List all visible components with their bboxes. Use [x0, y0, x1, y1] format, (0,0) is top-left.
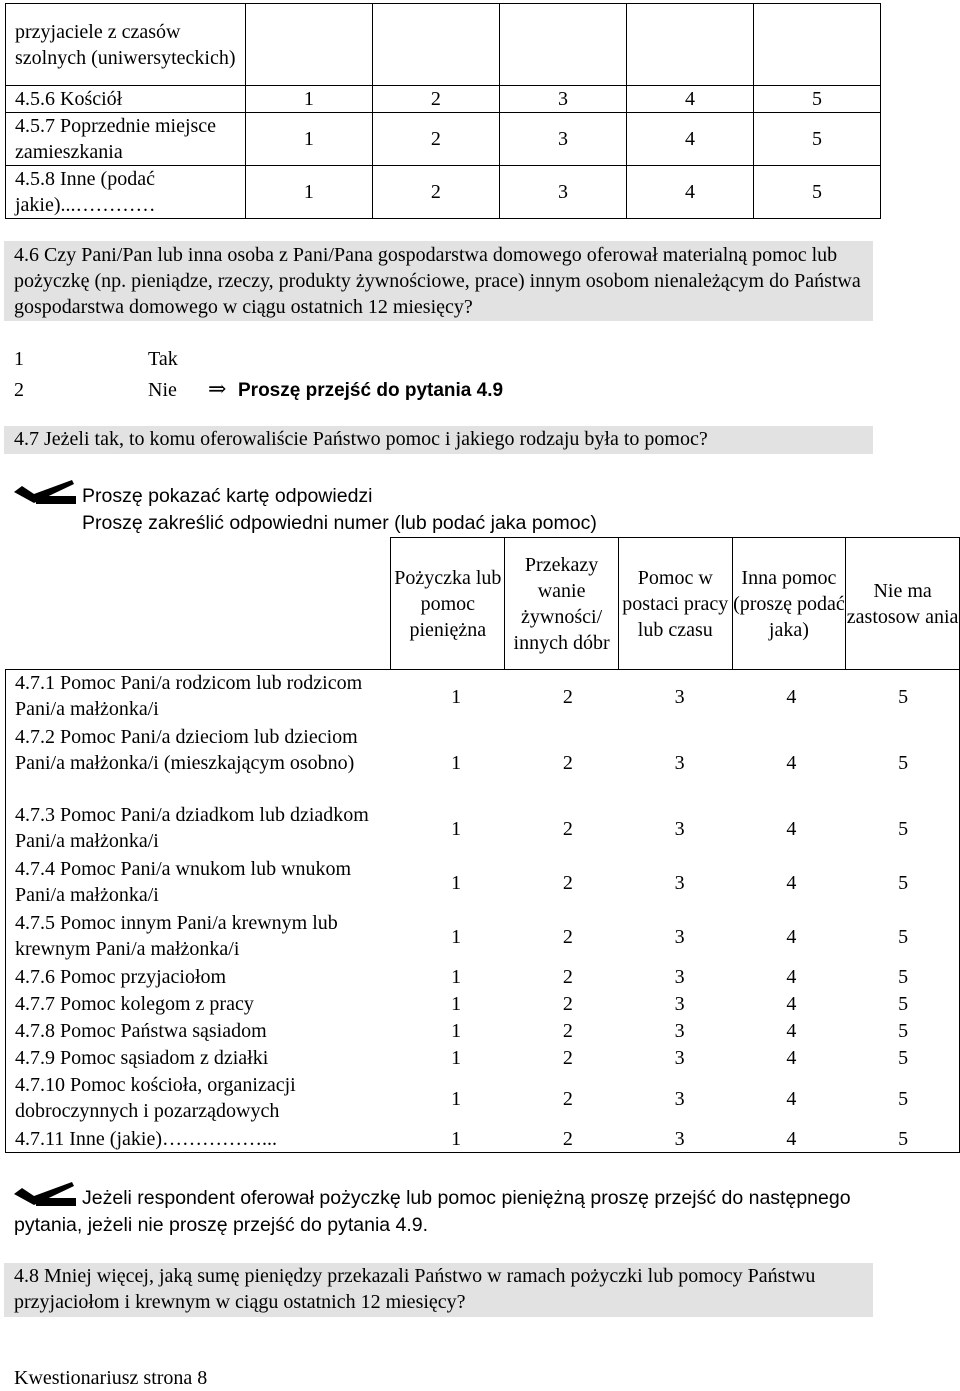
answer-number[interactable]: 3 — [674, 1047, 685, 1069]
double-arrow-right-icon: ⇒ — [208, 376, 227, 401]
answer-number[interactable]: 5 — [753, 113, 880, 166]
answer-number[interactable]: 2 — [512, 1126, 624, 1153]
checkmark-icon — [14, 480, 76, 511]
option-label: Tak — [148, 348, 178, 370]
row-label: 4.7.8 Pomoc Państwa sąsiadom — [6, 1018, 401, 1045]
answer-number[interactable]: 1 — [451, 966, 462, 988]
answer-number[interactable]: 2 — [562, 751, 573, 774]
answer-number[interactable]: 1 — [451, 1087, 462, 1110]
answer-number[interactable]: 2 — [562, 993, 573, 1015]
answer-number[interactable]: 5 — [847, 856, 959, 910]
answer-number[interactable]: 1 — [451, 993, 462, 1015]
answer-number[interactable]: 5 — [847, 910, 959, 964]
answer-number[interactable]: 2 — [562, 817, 573, 840]
column-header: Pożyczka lub pomoc pieniężna — [391, 538, 505, 670]
answer-number[interactable]: 2 — [372, 166, 499, 219]
answer-cell[interactable] — [499, 4, 626, 86]
answer-number[interactable]: 3 — [674, 966, 685, 988]
row-label: 4.7.10 Pomoc kościoła, organizacji dobroczynnych i pozarządowych — [6, 1072, 401, 1126]
answer-number[interactable]: 3 — [674, 925, 685, 948]
answer-number[interactable]: 2 — [372, 86, 499, 113]
row-label: 4.7.5 Pomoc innym Pani/a krewnym lub krewnym Pani/a małżonka/i — [6, 910, 401, 964]
table-row — [6, 964, 960, 991]
answer-number[interactable]: 1 — [451, 751, 462, 774]
column-header: Nie ma zastosow ania — [846, 538, 960, 670]
table-row — [6, 1126, 960, 1153]
answer-options — [14, 346, 614, 406]
page-footer: Kwestionariusz strona 8 — [14, 1367, 208, 1389]
row-label: 4.7.4 Pomoc Pani/a wnukom lub wnukom Pani/a małżonka/i — [6, 856, 401, 910]
answer-number[interactable]: 4 — [786, 871, 797, 894]
answer-number[interactable]: 3 — [674, 871, 685, 894]
answer-number[interactable]: 5 — [847, 1045, 959, 1072]
answer-number[interactable]: 4 — [736, 1126, 848, 1153]
answer-number[interactable]: 4 — [786, 925, 797, 948]
answer-number[interactable]: 4 — [736, 670, 848, 724]
answer-number[interactable]: 2 — [562, 1087, 573, 1110]
answer-cell[interactable] — [753, 4, 880, 86]
answer-number[interactable]: 5 — [847, 1126, 959, 1153]
answer-number[interactable]: 1 — [451, 871, 462, 894]
empty-header-cell — [5, 538, 391, 670]
answer-number[interactable]: 5 — [847, 991, 959, 1018]
answer-number[interactable]: 1 — [245, 166, 372, 219]
answer-number[interactable]: 5 — [847, 1072, 959, 1126]
table-row — [6, 113, 881, 166]
answer-number[interactable]: 1 — [245, 86, 372, 113]
row-label: 4.7.7 Pomoc kolegom z pracy — [6, 991, 401, 1018]
question-4-7: 4.7 Jeżeli tak, to komu oferowaliście Państwo pomoc i jakiego rodzaju była to pomoc? — [4, 426, 873, 454]
instruction-show-card: Proszę pokazać kartę odpowiedzi — [82, 485, 373, 507]
option-label: Nie — [148, 379, 177, 401]
table-row — [6, 166, 881, 219]
answer-number[interactable]: 5 — [753, 166, 880, 219]
answer-number[interactable]: 1 — [451, 925, 462, 948]
row-label: 4.7.9 Pomoc sąsiadom z działki — [6, 1045, 401, 1072]
table-row — [6, 670, 960, 724]
answer-number[interactable]: 2 — [562, 966, 573, 988]
answer-number[interactable]: 4 — [626, 113, 753, 166]
row-label: 4.7.2 Pomoc Pani/a dzieciom lub dzieciom Pani/a małżonka/i (mieszkającym osobno) — [6, 724, 401, 802]
table-row — [6, 910, 960, 964]
answer-number[interactable]: 4 — [626, 86, 753, 113]
membership-table — [5, 3, 881, 219]
table-row — [6, 4, 881, 86]
answer-number[interactable]: 2 — [562, 925, 573, 948]
answer-number[interactable]: 3 — [674, 817, 685, 840]
row-label: 4.5.7 Poprzednie miejsce zamieszkania — [6, 113, 246, 166]
table-row — [6, 802, 960, 856]
answer-number[interactable]: 4 — [786, 993, 797, 1015]
answer-number[interactable]: 1 — [451, 817, 462, 840]
answer-number[interactable]: 3 — [674, 1087, 685, 1110]
table-row — [6, 856, 960, 910]
row-label: przyjaciele z czasów szolnych (uniwersyteckich) — [6, 4, 246, 86]
answer-number[interactable]: 2 — [562, 871, 573, 894]
answer-number[interactable]: 5 — [847, 802, 959, 856]
question-4-8: 4.8 Mniej więcej, jaką sumę pieniędzy przekazali Państwo w ramach pożyczki lub pomocy Państwu przyjaciołom i krewnym w ciągu ostatnich 12 miesięcy? — [4, 1263, 873, 1317]
column-header: Przekazy wanie żywności/ innych dóbr — [505, 538, 619, 670]
answer-number[interactable]: 5 — [753, 86, 880, 113]
instruction-circle-number: Proszę zakreślić odpowiedni numer (lub podać jaka pomoc) — [82, 512, 597, 534]
answer-number[interactable]: 4 — [786, 1087, 797, 1110]
help-table — [5, 537, 960, 670]
question-4-6: 4.6 Czy Pani/Pan lub inna osoba z Pani/Pana gospodarstwa domowego oferował materialną pomoc lub pożyczkę (np. pieniądze, rzeczy, produkty żywnościowe, prace) innym osobom nienależącym do Państwa gospodarstwa domowego w ciągu ostatnich 12 miesięcy? — [4, 241, 873, 321]
answer-number[interactable]: 4 — [786, 751, 797, 774]
table-row — [6, 1018, 960, 1045]
table-row — [6, 1072, 960, 1126]
answer-number[interactable]: 5 — [847, 1018, 959, 1045]
table-row — [6, 724, 960, 802]
answer-number[interactable]: 1 — [451, 1047, 462, 1069]
answer-number[interactable]: 4 — [786, 1020, 797, 1042]
answer-number[interactable]: 2 — [562, 1020, 573, 1042]
answer-number[interactable]: 1 — [400, 670, 512, 724]
answer-cell[interactable] — [626, 4, 753, 86]
instruction-skip: Jeżeli respondent oferował pożyczkę lub pomoc pieniężną proszę przejść do następnego pytania, jeżeli nie proszę przejść do pytania 4.9. — [14, 1187, 851, 1236]
answer-number[interactable]: 5 — [847, 724, 959, 802]
answer-number[interactable]: 5 — [847, 964, 959, 991]
row-label: 4.7.1 Pomoc Pani/a rodzicom lub rodzicom Pani/a małżonka/i — [6, 670, 401, 724]
column-header: Pomoc w postaci pracy lub czasu — [618, 538, 732, 670]
skip-instruction: Proszę przejść do pytania 4.9 — [238, 380, 504, 401]
answer-number[interactable]: 3 — [624, 670, 736, 724]
answer-number[interactable]: 4 — [786, 966, 797, 988]
row-label: 4.7.3 Pomoc Pani/a dziadkom lub dziadkom Pani/a małżonka/i — [6, 802, 401, 856]
answer-number[interactable]: 3 — [624, 1126, 736, 1153]
answer-number[interactable]: 3 — [499, 113, 626, 166]
answer-number[interactable]: 4 — [626, 166, 753, 219]
answer-number[interactable]: 3 — [674, 993, 685, 1015]
answer-number[interactable]: 3 — [499, 86, 626, 113]
answer-number[interactable]: 1 — [400, 1126, 512, 1153]
row-label: 4.7.6 Pomoc przyjaciołom — [6, 964, 401, 991]
option-number: 1 — [14, 348, 24, 370]
row-label: 4.5.8 Inne (podać jakie)...………… — [6, 166, 246, 219]
answer-number[interactable]: 3 — [674, 751, 685, 774]
answer-number[interactable]: 2 — [372, 113, 499, 166]
answer-cell[interactable] — [372, 4, 499, 86]
answer-number[interactable]: 4 — [786, 817, 797, 840]
option-nie[interactable] — [14, 376, 614, 406]
table-row — [6, 86, 881, 113]
answer-number[interactable]: 1 — [451, 1020, 462, 1042]
answer-number[interactable]: 2 — [562, 1047, 573, 1069]
answer-number[interactable]: 3 — [674, 1020, 685, 1042]
answer-number[interactable]: 5 — [847, 670, 959, 724]
help-rows — [5, 669, 960, 1153]
row-label: 4.5.6 Kościół — [6, 86, 246, 113]
answer-number[interactable]: 4 — [786, 1047, 797, 1069]
column-header: Inna pomoc (proszę podać jaka) — [732, 538, 846, 670]
table-row — [6, 1045, 960, 1072]
table-header-row — [5, 538, 960, 670]
answer-cell[interactable] — [245, 4, 372, 86]
answer-number[interactable]: 3 — [499, 166, 626, 219]
option-number: 2 — [14, 379, 24, 401]
row-label: 4.7.11 Inne (jakie)……………... — [6, 1126, 401, 1153]
option-tak[interactable] — [14, 346, 614, 376]
answer-number[interactable]: 1 — [245, 113, 372, 166]
table-row — [6, 991, 960, 1018]
answer-number[interactable]: 2 — [512, 670, 624, 724]
